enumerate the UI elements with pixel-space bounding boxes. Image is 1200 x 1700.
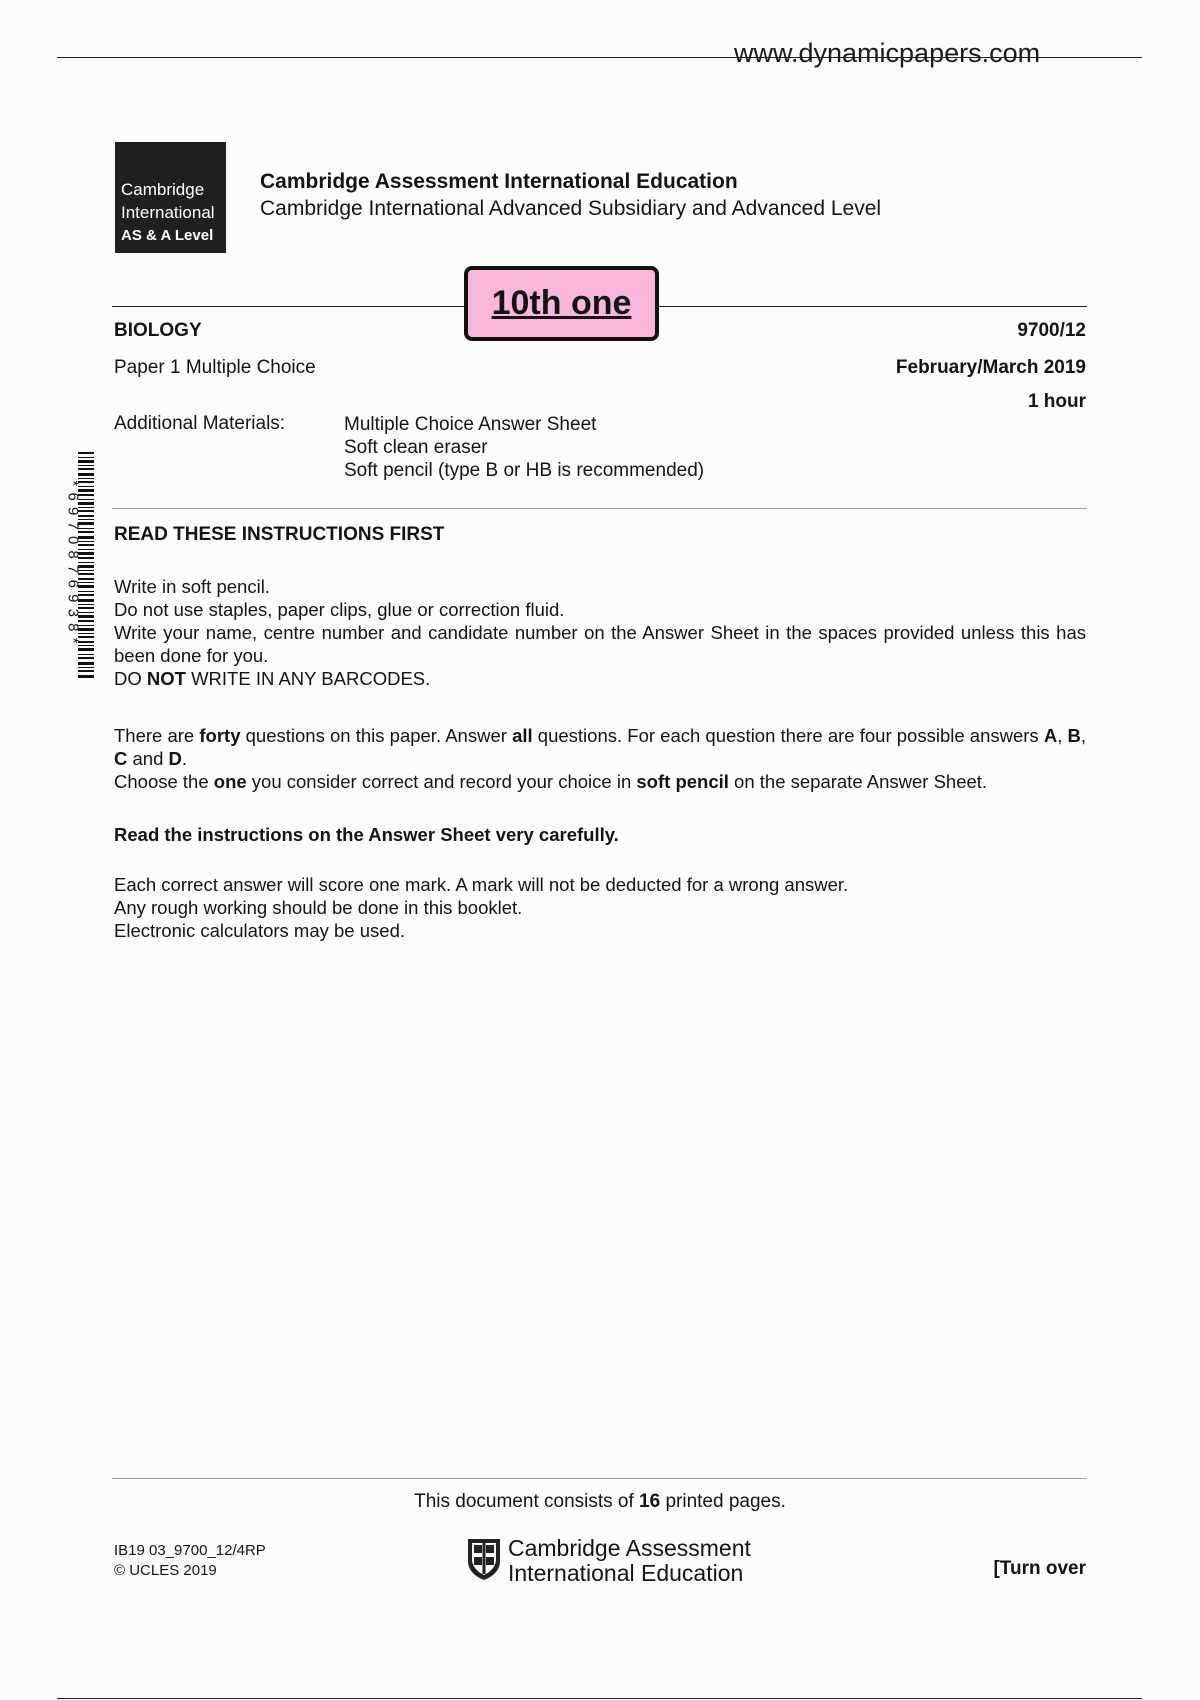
syllabus-code: 9700/12 bbox=[1017, 320, 1086, 341]
materials-item: Multiple Choice Answer Sheet bbox=[344, 414, 597, 435]
text-run-bold: soft pencil bbox=[636, 771, 729, 792]
crest-line-1: Cambridge Assessment bbox=[508, 1535, 751, 1561]
bottom-rule bbox=[57, 1698, 1142, 1699]
subject: BIOLOGY bbox=[114, 320, 202, 341]
instruction-read-carefully: Read the instructions on the Answer Sheet very carefully. bbox=[114, 824, 619, 845]
text-run-bold: NOT bbox=[146, 668, 186, 689]
copyright: © UCLES 2019 bbox=[114, 1562, 217, 1579]
crest-icon bbox=[466, 1537, 502, 1581]
logo-line-2: International bbox=[121, 203, 215, 222]
text-run: . bbox=[181, 748, 188, 769]
text-run: , bbox=[1080, 725, 1086, 746]
text-run-bold: A bbox=[1043, 725, 1058, 746]
instructions-block-1 bbox=[114, 575, 1086, 690]
text-run-bold: C bbox=[114, 748, 128, 769]
instruction-barcodes bbox=[114, 667, 1086, 690]
crest-line-2: International Education bbox=[508, 1560, 744, 1586]
instructions-block-3 bbox=[114, 873, 1086, 942]
text-run: , bbox=[1057, 725, 1068, 746]
instruction-rough-working: Any rough working should be done in this booklet. bbox=[114, 897, 523, 918]
text-run-bold: B bbox=[1067, 725, 1081, 746]
paper-title: Paper 1 Multiple Choice bbox=[114, 357, 316, 378]
text-run: There are bbox=[114, 725, 200, 746]
instruction-choose bbox=[114, 770, 1086, 793]
instruction-pencil: Write in soft pencil. bbox=[114, 576, 270, 597]
org-title: Cambridge Assessment International Education bbox=[260, 170, 738, 193]
text-run: you consider correct and record your choice in bbox=[246, 771, 637, 792]
materials-item: Soft clean eraser bbox=[344, 437, 488, 458]
footer-rule bbox=[112, 1478, 1087, 1479]
instruction-staples: Do not use staples, paper clips, glue or correction fluid. bbox=[114, 599, 565, 620]
text-run: Choose the bbox=[114, 771, 214, 792]
text-run: DO bbox=[114, 668, 147, 689]
logo-line-1: Cambridge bbox=[121, 180, 205, 199]
watermark: www.dynamicpapers.com bbox=[734, 38, 1041, 68]
text-run: printed pages. bbox=[660, 1491, 786, 1512]
barcode-number: * 6 9 7 0 8 7 6 9 3 8 * bbox=[64, 480, 82, 645]
page-count bbox=[0, 1491, 1200, 1513]
text-run-bold: all bbox=[512, 725, 533, 746]
barcode bbox=[58, 452, 94, 678]
duration: 1 hour bbox=[1027, 391, 1086, 412]
stamp-label: 10th one bbox=[464, 266, 659, 341]
text-run: This document consists of bbox=[414, 1491, 640, 1512]
materials-label: Additional Materials: bbox=[114, 413, 286, 434]
text-run-bold: one bbox=[213, 771, 247, 792]
text-run-bold: 16 bbox=[639, 1491, 661, 1512]
materials-list bbox=[344, 413, 704, 482]
instructions-heading: READ THESE INSTRUCTIONS FIRST bbox=[114, 524, 445, 545]
cambridge-logo bbox=[115, 142, 226, 253]
turn-over: [Turn over bbox=[993, 1558, 1086, 1579]
text-run-bold: forty bbox=[199, 725, 241, 746]
text-run: questions. For each question there are four possible answers bbox=[532, 725, 1044, 746]
session: February/March 2019 bbox=[895, 357, 1086, 378]
org-subtitle: Cambridge International Advanced Subsidiary and Advanced Level bbox=[260, 197, 882, 220]
text-run: on the separate Answer Sheet. bbox=[728, 771, 988, 792]
instructions-rule bbox=[112, 508, 1087, 509]
instruction-questions bbox=[114, 724, 1086, 770]
text-run: and bbox=[127, 748, 169, 769]
instruction-name: Write your name, centre number and candidate number on the Answer Sheet in the spaces provided unless this has been done for you. bbox=[114, 622, 1086, 666]
footer-reference bbox=[114, 1541, 266, 1581]
text-run: WRITE IN ANY BARCODES. bbox=[185, 668, 431, 689]
paper-reference: IB19 03_9700_12/4RP bbox=[114, 1542, 266, 1559]
materials-item: Soft pencil (type B or HB is recommended) bbox=[344, 460, 705, 481]
logo-line-3: AS & A Level bbox=[121, 227, 214, 244]
instructions-block-2 bbox=[114, 724, 1086, 793]
instruction-marks: Each correct answer will score one mark. A mark will not be deducted for a wrong answer. bbox=[114, 874, 849, 895]
text-run-bold: D bbox=[168, 748, 182, 769]
instruction-calculators: Electronic calculators may be used. bbox=[114, 920, 405, 941]
crest-wordmark bbox=[508, 1536, 751, 1586]
text-run: questions on this paper. Answer bbox=[240, 725, 513, 746]
